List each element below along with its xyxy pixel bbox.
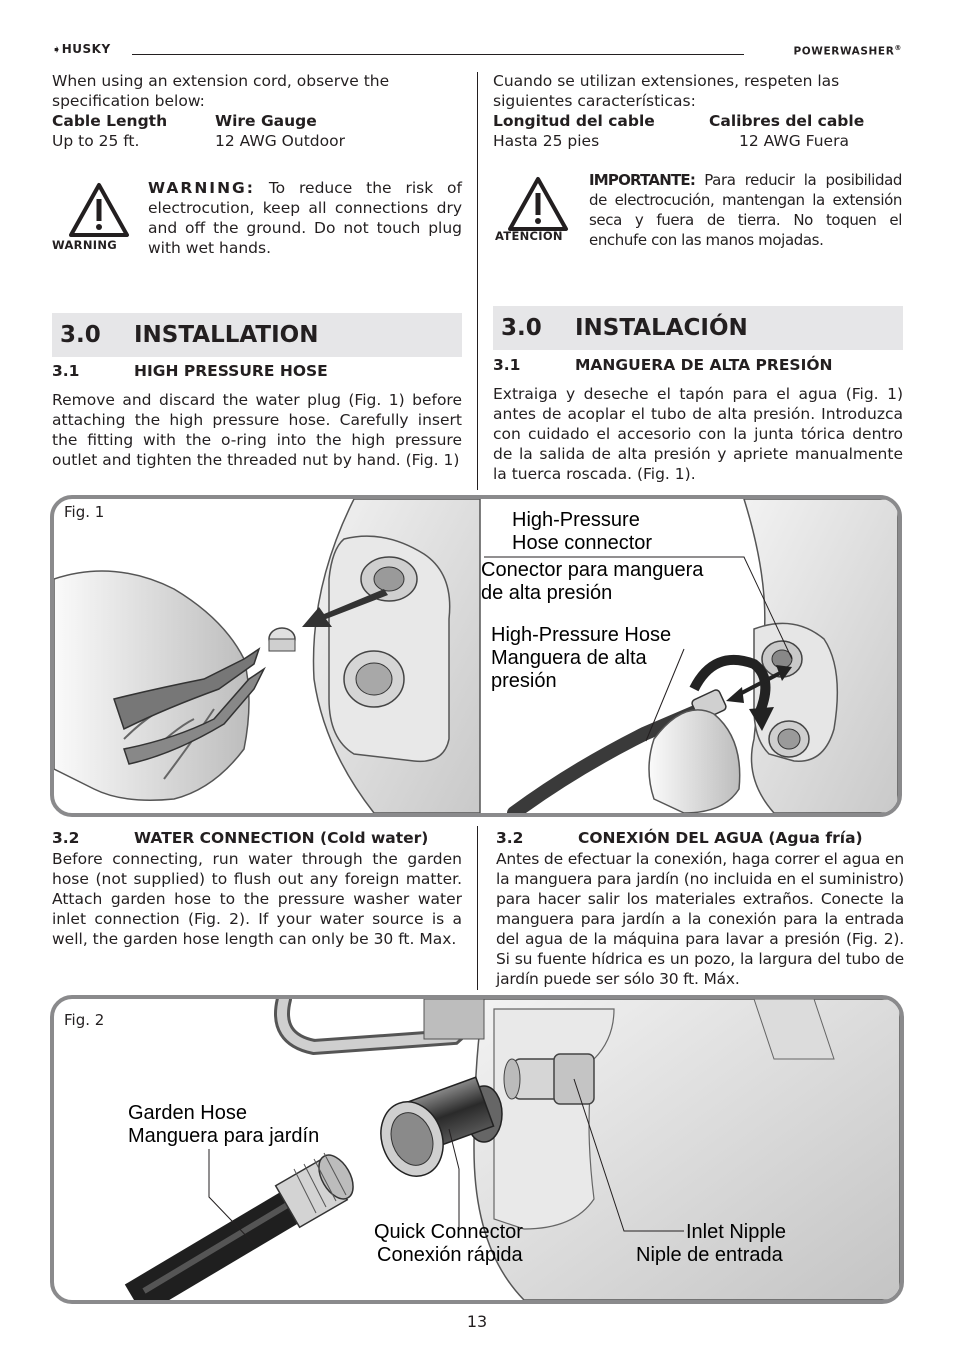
extension-spec-en (52, 71, 462, 151)
spec-header-wire-gauge: Wire Gauge (215, 112, 317, 130)
figure-1-illustration (54, 499, 898, 813)
subsection-conexion-agua: 3.2 CONEXIÓN DEL AGUA (Agua fría) (496, 829, 863, 847)
warning-caption: ATENCIÓN (495, 229, 563, 243)
warning-text: IMPORTANTE: Para reducir la posibilidad de electrocución, mantengan la extensión seca y fuera de tierra. No toquen el enchufe con las manos mojadas. (589, 171, 902, 249)
warning-caption: WARNING (52, 238, 117, 252)
page-header (52, 42, 902, 58)
section-title-instalacion: 3.0 INSTALACIÓN (493, 306, 903, 350)
manguera-alta-presion-text: Extraiga y deseche el tapón para el agua (Fig. 1) antes de acoplar el tubo de alta presión. Introduzca con cuidado el accesorio con la junta tórica dentro de la salida de alta presión y apriete manualmente la tuerca roscada. (Fig. 1). (493, 385, 903, 483)
figure-label: Fig. 1 (64, 503, 105, 521)
subsection-high-pressure-hose: 3.1 HIGH PRESSURE HOSE (52, 362, 328, 380)
page-number: 13 (466, 1312, 488, 1331)
spec-value-wire-gauge: 12 AWG Fuera (739, 132, 849, 150)
callout-garden-hose: Garden Hose Manguera para jardín (128, 1102, 320, 1147)
extension-intro: Cuando se utilizan extensiones, respeten las siguientes características: (493, 72, 840, 110)
husky-arrow-icon: ➧ (52, 43, 62, 56)
callout-high-pressure-hose: High-Pressure Hose Manguera de alta presión (491, 624, 672, 692)
figure-2 (50, 995, 904, 1304)
spec-value-cable-length: Up to 25 ft. (52, 132, 140, 150)
water-connection-text: Before connecting, run water through the garden hose (not supplied) to flush out any foreign matter. Attach garden hose to the pressure washer water inlet connection (Fig. 2). If your water source is a well, the garden hose length can only be 30 ft. Max. (52, 850, 462, 948)
section-title-installation: 3.0 INSTALLATION (52, 313, 462, 357)
high-pressure-hose-text: Remove and discard the water plug (Fig. 1) before attaching the high pressure hose. Carefully insert the fitting with the o-ring into the high pressure outlet and tighten the threaded nut by hand. (Fig. 1) (52, 391, 462, 469)
header-rule (132, 54, 744, 55)
spec-header-cable-length: Longitud del cable (493, 112, 655, 130)
callout-high-pressure-hose-connector: High-Pressure Hose connector (512, 509, 653, 554)
warning-triangle-icon (507, 176, 569, 232)
callout-conector-manguera: Conector para manguera de alta presión (481, 559, 704, 604)
warning-en (52, 178, 462, 268)
warning-text: WARNING: To reduce the risk of electrocution, keep all connections dry and off the ground. Do not touch plug with wet hands. (148, 179, 462, 257)
column-divider (477, 826, 478, 990)
spec-value-cable-length: Hasta 25 pies (493, 132, 600, 150)
callout-inlet-nipple: Inlet Nipple Niple de entrada (636, 1221, 787, 1266)
column-divider (477, 72, 478, 490)
spec-header-wire-gauge: Calibres del cable (709, 112, 865, 130)
spec-value-wire-gauge: 12 AWG Outdoor (215, 132, 345, 150)
warning-triangle-icon (68, 182, 130, 238)
figure-label: Fig. 2 (64, 1011, 105, 1029)
conexion-agua-text: Antes de efectuar la conexión, haga correr el agua en la manguera para jardín (no incluida en el suministro) para hacer salir los materiales extraños. Conecte la manguera para jardín a la conexión para la entrada del agua de la máquina para lavar a presión (Fig. 2). Si su fuente hídrica es un pozo, la largura del tubo de jardín puede ser sólo 30 ft. Máx. (496, 850, 904, 988)
brand-name: POWERWASHER® (793, 44, 902, 58)
figure-1 (50, 495, 902, 817)
husky-logo: ➧HUSKY (52, 42, 111, 56)
warning-es (493, 170, 903, 260)
subsection-water-connection: 3.2 WATER CONNECTION (Cold water) (52, 829, 429, 847)
callout-quick-connector: Quick Connector Conexión rápida (374, 1221, 523, 1266)
spec-header-cable-length: Cable Length (52, 112, 168, 130)
extension-spec-es (493, 71, 903, 151)
extension-intro: When using an extension cord, observe the specification below: (52, 72, 390, 110)
subsection-manguera-alta-presion: 3.1 MANGUERA DE ALTA PRESIÓN (493, 356, 833, 374)
